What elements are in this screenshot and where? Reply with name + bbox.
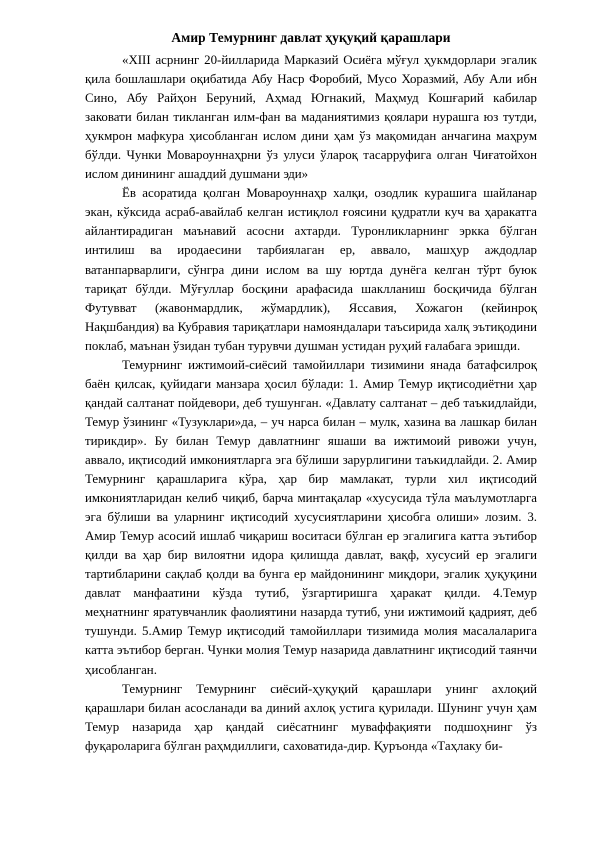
paragraph-2: Ёв асоратида қолган Мовароуннаҳр халқи, озодлик курашига шайланар экан, кўксида асраб-авайлаб келган истиқлол ғоясини қудратли куч ва ҳаракатга айлантирадиган маънавий асосни ахтарди. Туронликларнинг эркка бўлган интилиш ва иродаесини тарбиялаган ер, аввало, машҳур аждодлар ватанпарварлиги, сўнгра дини ислом ва шу юртда дунёга келган тўрт буюк тариқат бўлди. Мўғуллар босқини арафасида шаклланиш босқичида бўлган Футувват (жавонмардлик, жўмардлик), Яссавия, Хожагон (кейинроқ Нақшбандия) ва Кубравия тариқатлари намояндалари таъсирида халқ эътиқодини поклаб, маънан ўзидан тубан турувчи душман устидан руҳий ғалабага эришди. <box>85 186 537 353</box>
document-page <box>85 30 537 756</box>
document-title: Амир Темурнинг давлат ҳуқуқий қарашлари <box>171 30 451 45</box>
paragraph-3: Темурнинг ижтимоий-сиёсий тамойиллари тизимини янада батафсилроқ баён қилсак, қуйидаги манзара ҳосил бўлади: 1. Амир Темур иқтисодиётни ҳар қандай салтанат пойдевори, деб тушунган. «Давлату салтанат – деб таъкидлайди, Темур ўзининг «Тузуклари»да, – уч нарса билан – мулк, хазина ва лашкар билан тирикдир». Бу билан Темур давлатнинг яшаши ва ижтимоий ривожи учун, аввало, иқтисодий имкониятларга эга бўлиши зарурлигини таъкидлайди. 2. Амир Темурнинг қарашларига кўра, ҳар бир мамлакат, турли хил иқтисодий имкониятларидан келиб чиқиб, барча минтақалар «хусусида тўла маълумотларга эга бўлиши ва уларнинг иқтисодий хусусиятларини ҳисобга олиши» лозим. 3. Амир Темур асосий ишлаб чиқариш воситаси бўлган ер эгалигига катта эътибор қилди ва ҳар бир вилоятни идора қилишда давлат, вақф, хусусий ер эгалиги тартибларини сақлаб қолди ва бунга ер майдонининг миқдори, эгалик ҳуқуқини давлат манфаатини кўзда тутиб, ўзгартиришга ҳаракат қилди. 4.Темур меҳнатнинг яратувчанлик фаолиятини назарда тутиб, уни ижтимоий қадрият, деб тушунди. 5.Амир Темур иқтисодий тамойиллари тизимида молия масалаларига катта эътибор берган. Чунки молия Темур назарида давлатнинг иқтисодий таянчи ҳисобланган. <box>85 357 537 677</box>
paragraph-4: Темурнинг Темурнинг сиёсий-ҳуқуқий қарашлари унинг ахлоқий қарашлари билан асосланади ва диний ахлоқ устига қурилади. Шунинг учун ҳам Темур назарида ҳар қандай сиёсатнинг муваффақияти подшоҳнинг ўз фуқароларига бўлган раҳмдиллиги, саховатида-дир. Қуръонда «Таҳлаку би- <box>85 681 537 753</box>
paragraph-1: «XIII асрнинг 20-йилларида Марказий Осиёга мўғул ҳукмдорлари эгалик қила бошлашлари оқибатида Абу Наср Форобий, Мусо Хоразмий, Абу Али ибн Сино, Абу Райҳон Беруний, Аҳмад Югнакий, Маҳмуд Кошғарий кабилар заковати билан тикланган илм-фан ва маданиятимиз қоялари нурашга юз тутди, ҳукмрон мафкура ҳисобланган ислом дини ҳам ўз мақомидан анчагина маҳрум бўлди. Чунки Мовароуннаҳрни ўз улуси ўлароқ тасарруфига олган Чиғатойхон ислом динининг ашаддий душмани эди» <box>85 53 537 182</box>
